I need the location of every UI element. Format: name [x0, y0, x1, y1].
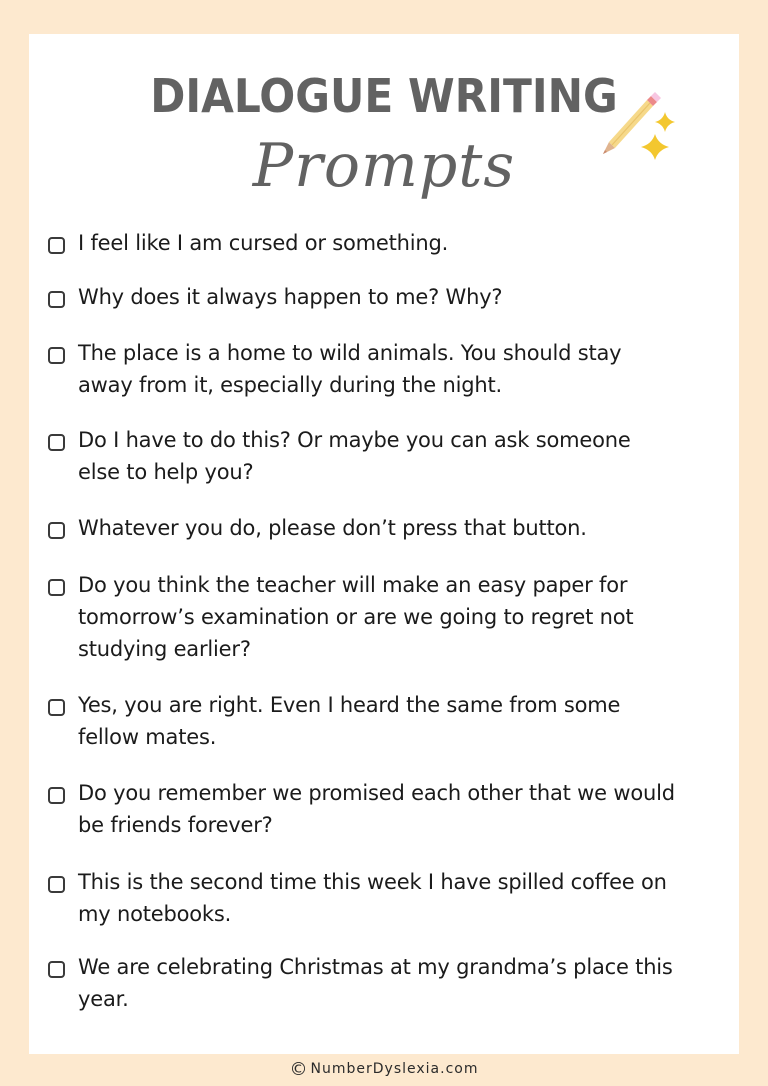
prompt-checkbox[interactable] [48, 579, 65, 596]
prompt-text: This is the second time this week I have spilled coffee on my notebooks. [78, 870, 667, 926]
prompt-item [48, 777, 678, 841]
prompt-text: Yes, you are right. Even I heard the same from some fellow mates. [78, 693, 621, 749]
prompt-checkbox[interactable] [48, 522, 65, 539]
prompt-text: Why does it always happen to me? Why? [78, 285, 503, 309]
prompt-item [48, 512, 678, 544]
worksheet-card [29, 34, 739, 1054]
prompt-text: We are celebrating Christmas at my grandma’s place this year. [78, 955, 673, 1011]
prompt-checkbox[interactable] [48, 347, 65, 364]
footer-credit [0, 1058, 768, 1081]
page-subtitle: Prompts [252, 131, 516, 201]
prompt-checkbox[interactable] [48, 876, 65, 893]
footer-site-link[interactable]: NumberDyslexia.com [310, 1061, 479, 1077]
prompt-list [29, 34, 739, 1054]
prompt-item [48, 337, 678, 401]
prompt-item [48, 689, 678, 753]
prompt-item [48, 569, 678, 665]
page-title: DIALOGUE WRITING [150, 69, 618, 123]
prompt-checkbox[interactable] [48, 787, 65, 804]
prompt-text: Do I have to do this? Or maybe you can ask someone else to help you? [78, 428, 631, 484]
prompt-checkbox[interactable] [48, 434, 65, 451]
prompt-checkbox[interactable] [48, 961, 65, 978]
prompt-text: Do you remember we promised each other that we would be friends forever? [78, 781, 675, 837]
prompt-item [48, 281, 678, 313]
prompt-checkbox[interactable] [48, 237, 65, 254]
prompt-item [48, 227, 678, 259]
prompt-item [48, 866, 678, 930]
prompt-checkbox[interactable] [48, 291, 65, 308]
prompt-item [48, 951, 678, 1015]
prompt-item [48, 424, 678, 488]
prompt-text: The place is a home to wild animals. You should stay away from it, especially during the night. [78, 341, 622, 397]
prompt-checkbox[interactable] [48, 699, 65, 716]
prompt-text: Do you think the teacher will make an easy paper for tomorrow’s examination or are we going to regret not studying earlier? [78, 573, 634, 661]
copyright-icon: © [289, 1059, 309, 1080]
prompt-text: Whatever you do, please don’t press that button. [78, 516, 587, 540]
prompt-text: I feel like I am cursed or something. [78, 231, 449, 255]
